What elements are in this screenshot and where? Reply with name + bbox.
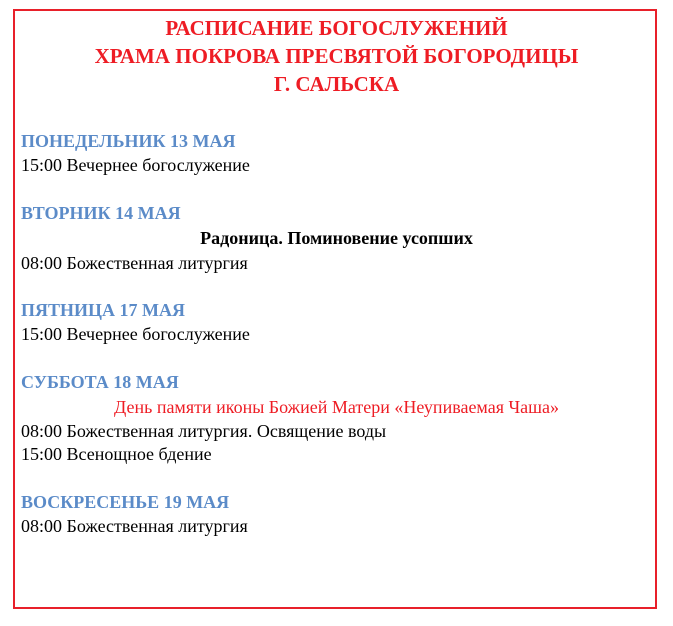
day-note-radonitsa: Радоница. Поминовение усопших xyxy=(200,228,473,248)
day-heading-saturday: СУББОТА 18 МАЯ xyxy=(21,372,179,392)
title-line-2: ХРАМА ПОКРОВА ПРЕСВЯТОЙ БОГОРОДИЦЫ xyxy=(94,44,579,68)
day-heading-sunday: ВОСКРЕСЕНЬЕ 19 МАЯ xyxy=(21,492,230,512)
title-line-3: Г. САЛЬСКА xyxy=(273,72,400,96)
service-entry: 15:00 Всенощное бдение xyxy=(21,444,212,464)
service-entry: 15:00 Вечернее богослужение xyxy=(21,155,250,175)
day-note-feast: День памяти иконы Божией Матери «Неупиваемая Чаша» xyxy=(113,397,560,417)
service-entry: 08:00 Божественная литургия xyxy=(21,253,248,273)
day-heading-monday: ПОНЕДЕЛЬНИК 13 МАЯ xyxy=(21,131,236,151)
service-entry: 15:00 Вечернее богослужение xyxy=(21,324,250,344)
title-line-1: РАСПИСАНИЕ БОГОСЛУЖЕНИЙ xyxy=(165,16,508,40)
day-heading-friday: ПЯТНИЦА 17 МАЯ xyxy=(21,300,185,320)
day-heading-tuesday: ВТОРНИК 14 МАЯ xyxy=(21,203,181,223)
service-entry: 08:00 Божественная литургия. Освящение воды xyxy=(21,421,387,441)
service-entry: 08:00 Божественная литургия xyxy=(21,516,248,536)
